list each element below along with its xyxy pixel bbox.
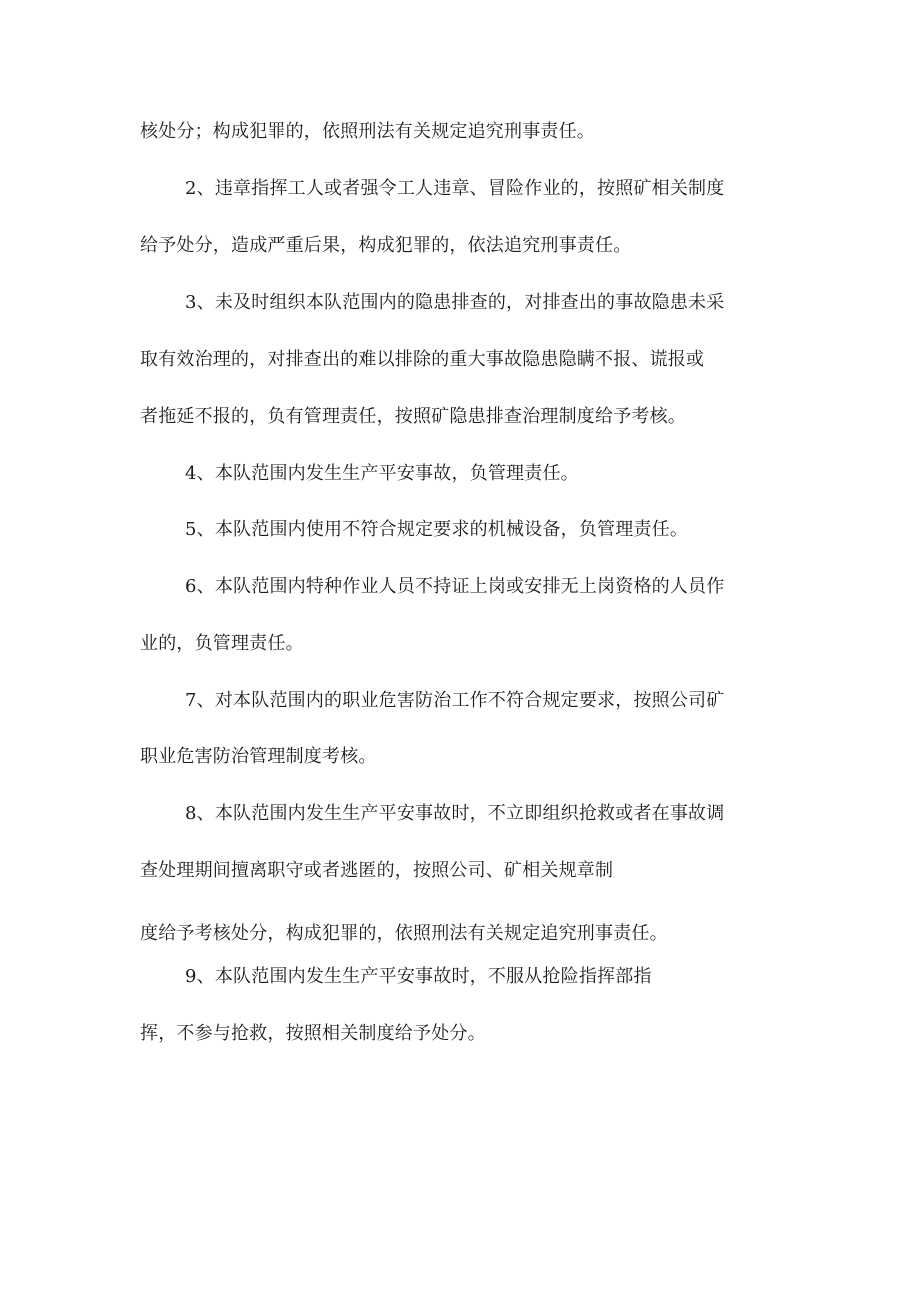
text-line-8: 5、本队范围内使用不符合规定要求的机械设备，负管理责任。 xyxy=(185,519,689,540)
text-line-7: 4、本队范围内发生生产平安事故，负管理责任。 xyxy=(185,463,579,484)
text-line-3: 给予处分，造成严重后果，构成犯罪的，依法追究刑事责任。 xyxy=(140,235,632,256)
text-line-17: 挥，不参与抢救，按照相关制度给予处分。 xyxy=(140,1023,486,1044)
text-line-4: 3、未及时组织本队范围内的隐患排查的，对排查出的事故隐患未采 xyxy=(185,292,725,313)
text-line-13: 8、本队范围内发生生产平安事故时，不立即组织抢救或者在事故调 xyxy=(185,803,725,824)
text-line-9: 6、本队范围内特种作业人员不持证上岗或安排无上岗资格的人员作 xyxy=(185,576,725,597)
text-line-15: 度给予考核处分，构成犯罪的，依照刑法有关规定追究刑事责任。 xyxy=(140,923,668,944)
text-line-6: 者拖延不报的，负有管理责任，按照矿隐患排查治理制度给予考核。 xyxy=(140,406,686,427)
text-line-2: 2、违章指挥工人或者强令工人违章、冒险作业的，按照矿相关制度 xyxy=(185,178,725,199)
text-line-5: 取有效治理的，对排查出的难以排除的重大事故隐患隐瞒不报、谎报或 xyxy=(140,349,705,370)
text-line-1: 核处分；构成犯罪的，依照刑法有关规定追究刑事责任。 xyxy=(140,121,595,142)
text-line-12: 职业危害防治管理制度考核。 xyxy=(140,746,377,767)
text-line-16: 9、本队范围内发生生产平安事故时，不服从抢险指挥部指 xyxy=(185,966,652,987)
text-line-11: 7、对本队范围内的职业危害防治工作不符合规定要求，按照公司矿 xyxy=(185,690,725,711)
text-line-14: 查处理期间擅离职守或者逃匿的，按照公司、矿相关规章制 xyxy=(140,860,614,881)
text-line-10: 业的，负管理责任。 xyxy=(140,633,304,654)
